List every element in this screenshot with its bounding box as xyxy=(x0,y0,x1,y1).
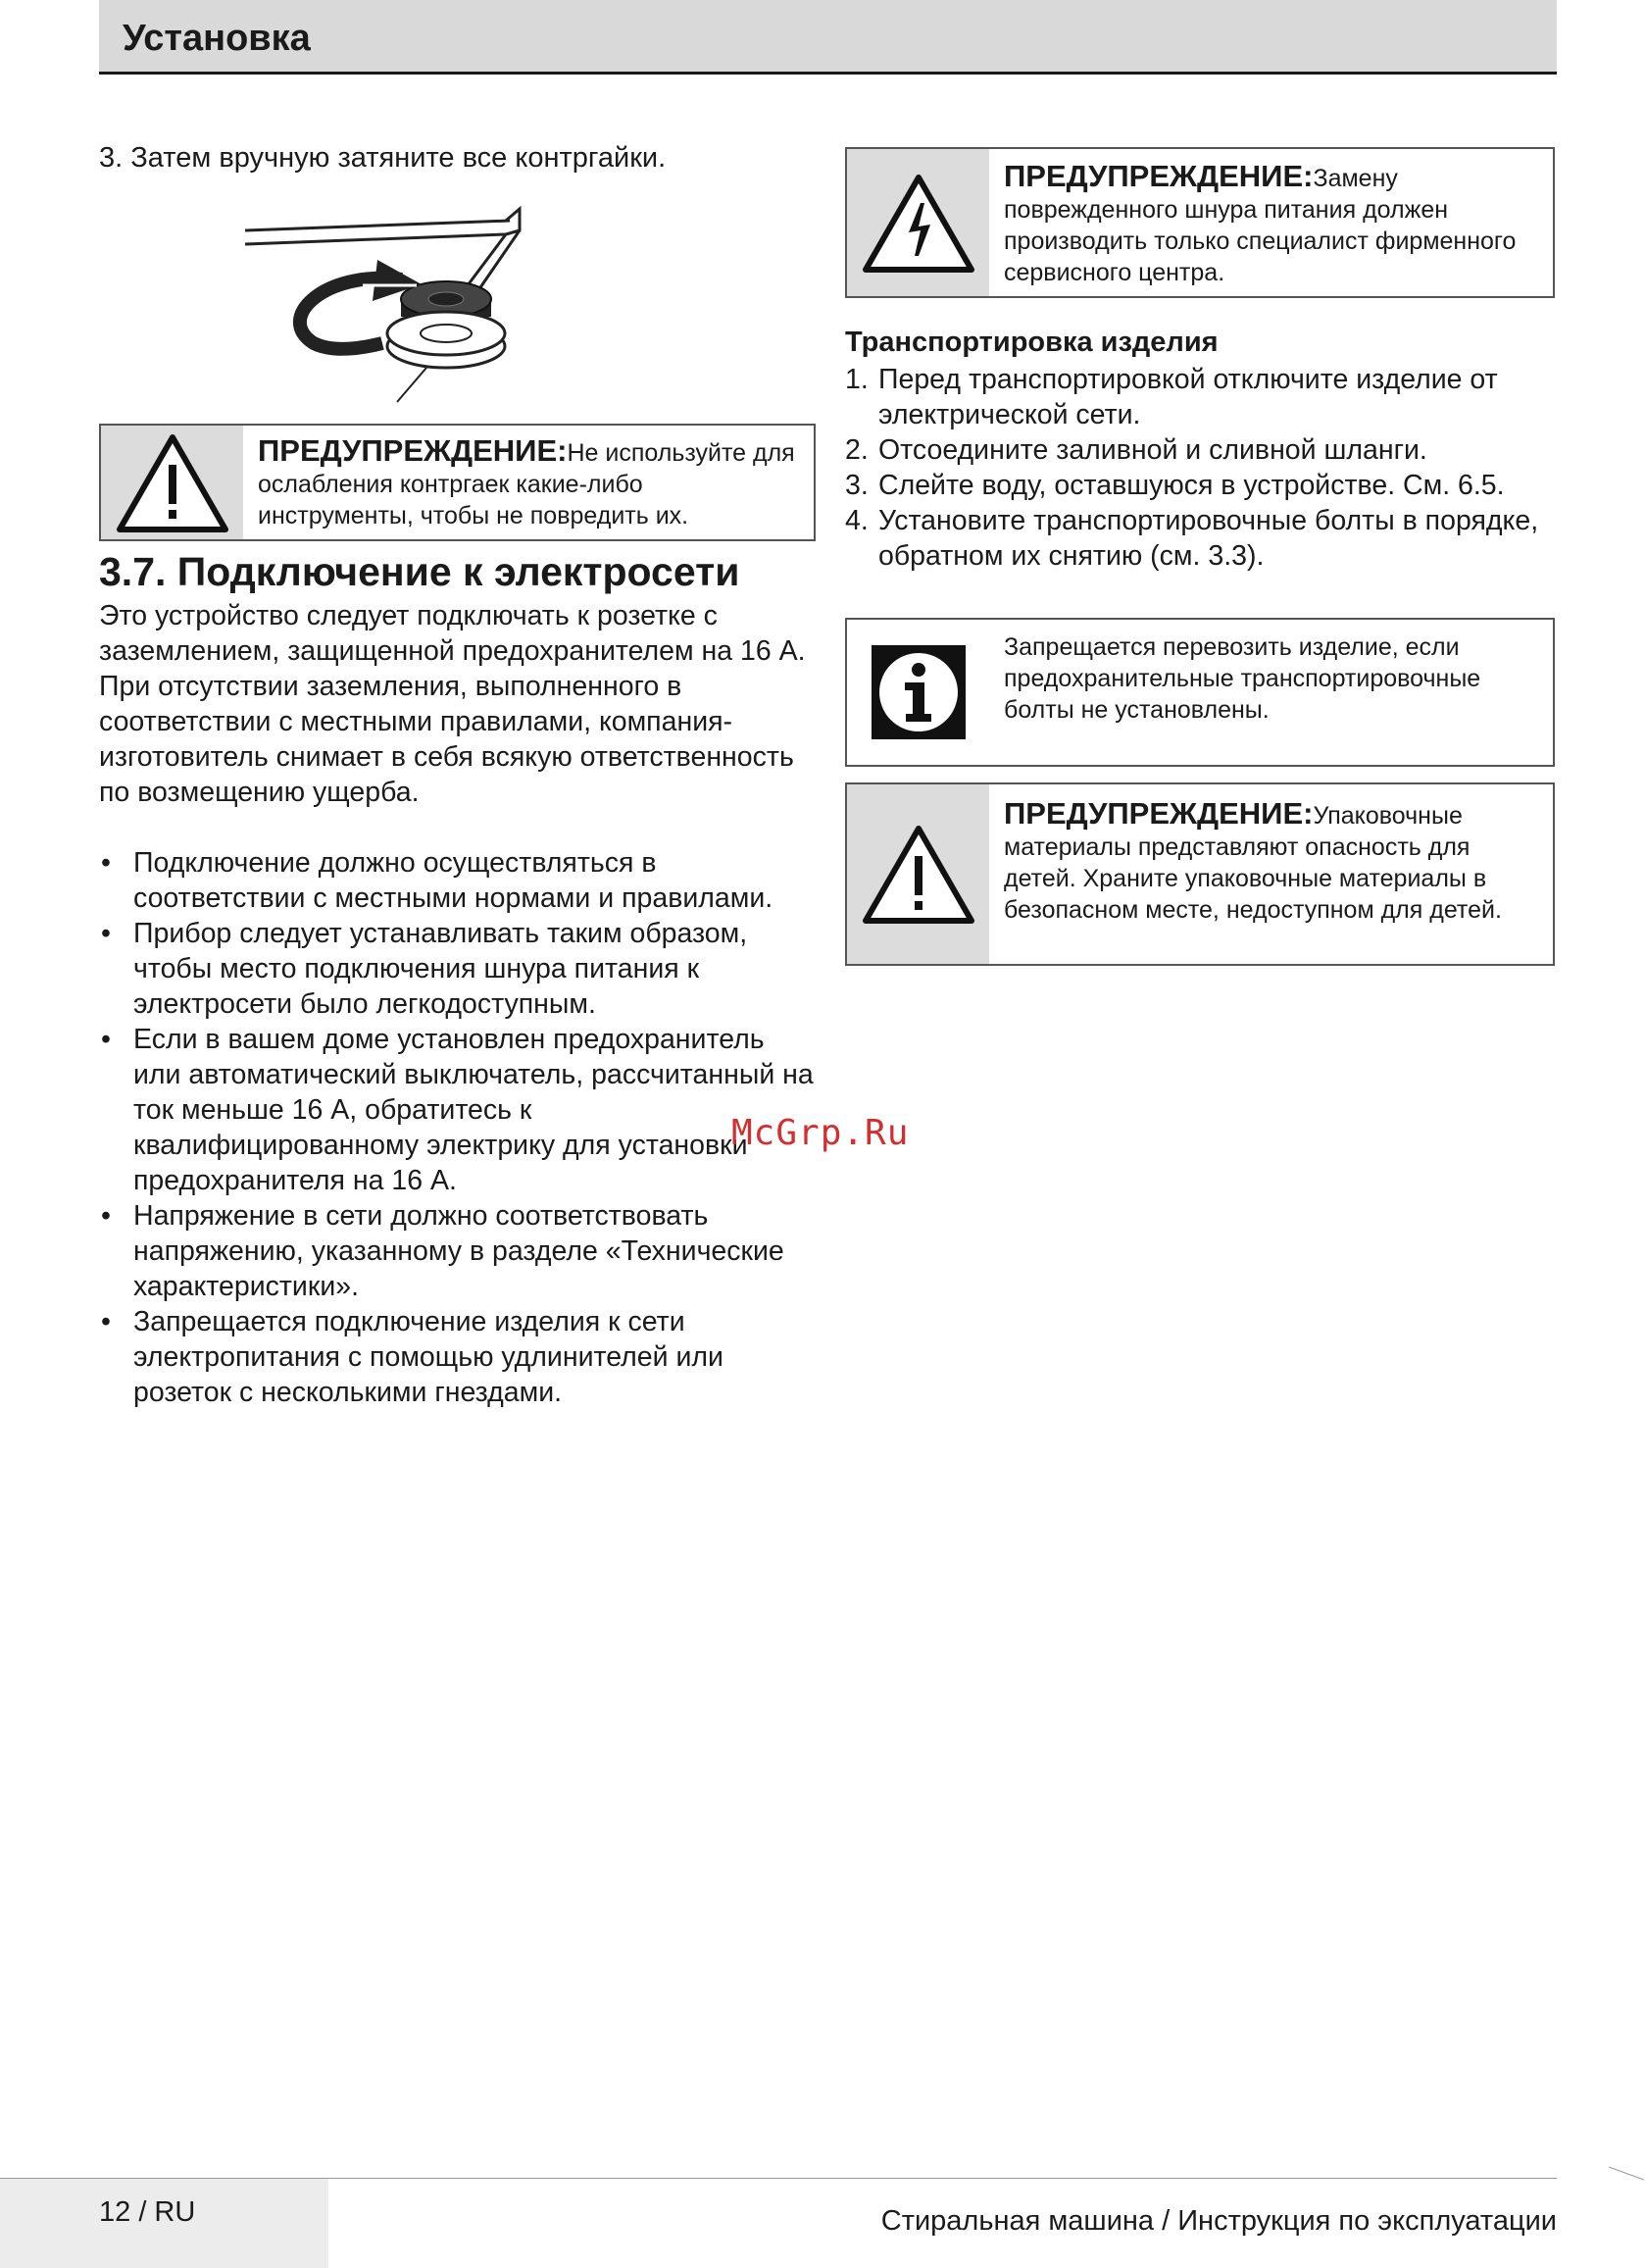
list-item: 1. Перед транспортировкой отключите изделие от электрической сети. xyxy=(845,364,1498,430)
warning-packaging-text xyxy=(1004,798,1539,926)
page-number: 12 / RU xyxy=(99,2196,196,2228)
list-item: 4. Установите транспортировочные болты в порядке, обратном их снятию (см. 3.3). xyxy=(845,505,1539,572)
info-icon xyxy=(870,643,968,741)
warning-label: ПРЕДУПРЕЖДЕНИЕ: xyxy=(1004,159,1314,193)
section-intro: Это устройство следует подключать к розетке с заземлением, защищенной предохранителем на 16 А. При отсутствии заземления, выполненного в соответствии с местными правилами, компания-изготовитель снимает в себя всякую ответственность по возмещению ущерба. xyxy=(99,600,806,808)
footer-divider-accent xyxy=(1609,2167,1644,2181)
warning-label: ПРЕДУПРЕЖДЕНИЕ: xyxy=(1004,796,1314,831)
list-item: 3. Слейте воду, оставшуюся в устройстве. См. 6.5. xyxy=(845,470,1505,501)
warning-body: Упаковочные материалы представляют опасность для детей. Храните упаковочные материалы в безопасном месте, недоступном для детей. xyxy=(1004,802,1502,924)
info-box xyxy=(845,618,1555,767)
list-item: • Прибор следует устанавливать таким образом, чтобы место подключения шнура питания к электросети было легкодоступным. xyxy=(101,918,748,1020)
transport-list xyxy=(845,362,1551,574)
list-item: 2. Отсоедините заливной и сливной шланги. xyxy=(845,434,1427,466)
header-bar xyxy=(99,0,1557,75)
transport-title: Транспортировка изделия xyxy=(845,327,1219,358)
electric-warning-icon-cell xyxy=(847,149,989,296)
page-title: Установка xyxy=(123,18,311,59)
info-text: Запрещается перевозить изделие, если предохранительные транспортировочные болты не установлены. xyxy=(1004,633,1481,724)
electric-hazard-icon xyxy=(860,172,977,275)
warning-tools-text xyxy=(258,435,800,531)
info-icon-cell xyxy=(847,620,989,765)
footer-document-title: Стиральная машина / Инструкция по эксплуатации xyxy=(880,2205,1557,2237)
warning-packaging-box xyxy=(845,782,1555,966)
warning-cord-box xyxy=(845,147,1555,298)
list-item: • Запрещается подключение изделия к сети электропитания с помощью удлинителей или розеток с несколькими гнездами. xyxy=(101,1306,723,1408)
list-item: • Напряжение в сети должно соответствовать напряжению, указанному в разделе «Технические характеристики». xyxy=(101,1200,784,1302)
locknut-illustration xyxy=(235,191,529,407)
list-item: • Подключение должно осуществляться в соответствии с местными нормами и правилами. xyxy=(101,847,773,914)
list-item: • Если в вашем доме установлен предохранитель или автоматический выключатель, рассчитанный на ток меньше 16 А, обратитесь к квалифицированному электрику для установки предохранителя на 16 А. xyxy=(101,1024,814,1196)
warning-icon-cell xyxy=(847,784,989,964)
warning-label: ПРЕДУПРЕЖДЕНИЕ: xyxy=(258,433,568,468)
warning-icon-cell xyxy=(101,426,243,539)
watermark: McGrp.Ru xyxy=(731,1113,910,1153)
warning-cord-text xyxy=(1004,161,1539,288)
step-3-text: 3. Затем вручную затяните все контргайки. xyxy=(99,142,667,174)
section-title: 3.7. Подключение к электросети xyxy=(99,549,740,594)
warning-body: Замену поврежденного шнура питания должен производить только специалист фирменного сервисного центра. xyxy=(1004,165,1517,286)
warning-triangle-icon xyxy=(860,823,977,926)
warning-triangle-icon xyxy=(114,431,231,534)
section-bullets xyxy=(99,845,815,1410)
warning-body: Не используйте для ослабления контргаек какие-либо инструменты, чтобы не повредить их. xyxy=(258,439,795,529)
warning-tools-box xyxy=(99,424,816,541)
